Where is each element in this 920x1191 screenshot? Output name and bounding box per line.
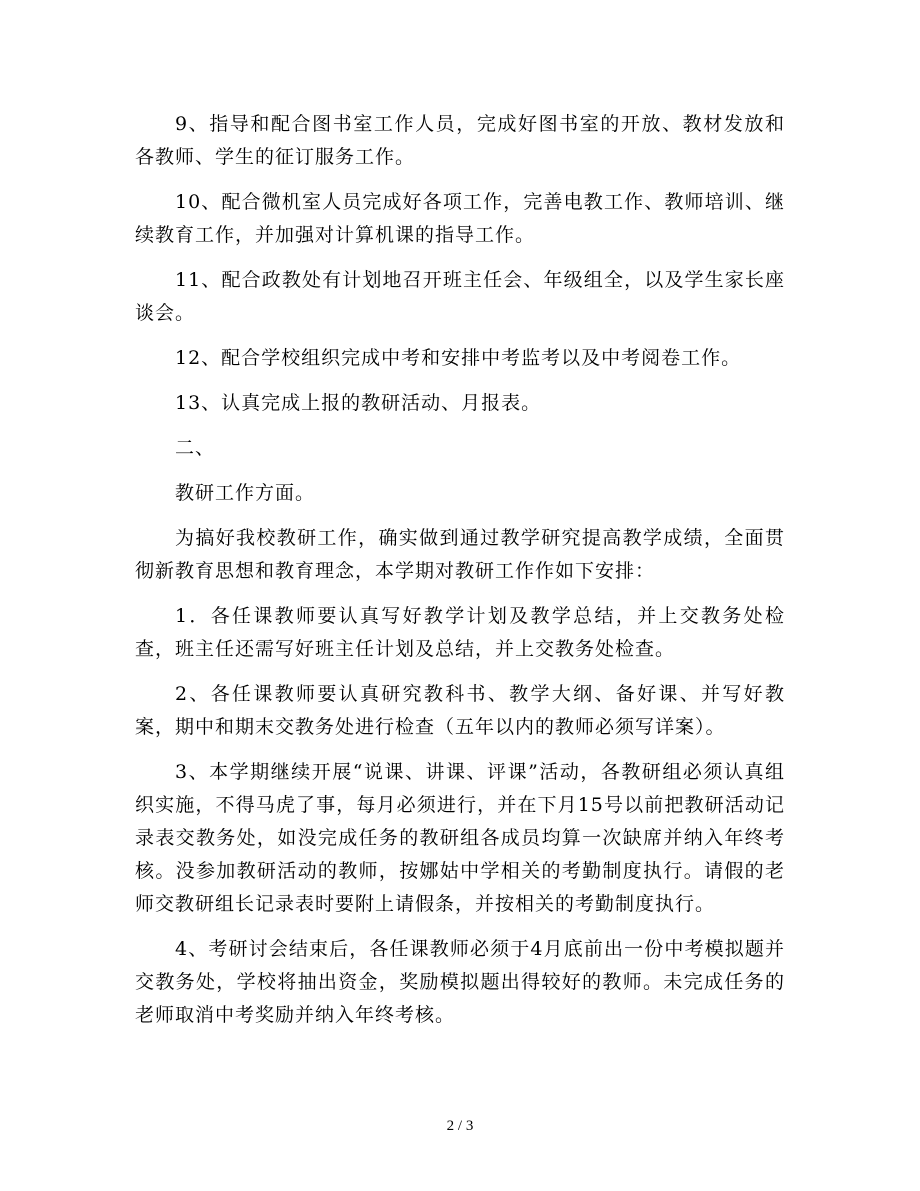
section-number: 二、 bbox=[175, 437, 216, 459]
section-intro: 为搞好我校教研工作，确实做到通过教学研究提高教学成绩，全面贯彻新教育思想和教育理念，本学期对教研工作作如下安排： bbox=[135, 527, 785, 582]
research-item-1: 1．各任课教师要认真写好教学计划及教学总结，并上交教务处检查，班主任还需写好班主任计划及总结，并上交教务处检查。 bbox=[135, 605, 785, 660]
paragraph-item-11: 11、配合政教处有计划地召开班主任会、年级组全，以及学生家长座谈会。 bbox=[135, 269, 785, 324]
paragraph-item-12: 12、配合学校组织完成中考和安排中考监考以及中考阅卷工作。 bbox=[175, 347, 742, 369]
page-number: 2 / 3 bbox=[446, 1118, 474, 1134]
research-item-3: 3、本学期继续开展“说课、讲课、评课”活动，各教研组必须认真组织实施，不得马虎了事，每月必须进行，并在下月15号以前把教研活动记录表交教务处，如没完成任务的教研组各成员均算一次缺席并纳入年终考核。没参加教研活动的教师，按娜姑中学相关的考勤制度执行。请假的老师交教研组长记录表时要附上请假条，并按相关的考勤制度执行。 bbox=[135, 761, 785, 915]
research-item-2: 2、各任课教师要认真研究教科书、教学大纲、备好课、并写好教案，期中和期末交教务处进行检查（五年以内的教师必须写详案）。 bbox=[135, 683, 785, 738]
document-body bbox=[135, 108, 785, 1044]
paragraph-item-13: 13、认真完成上报的教研活动、月报表。 bbox=[175, 392, 542, 414]
paragraph-item-10: 10、配合微机室人员完成好各项工作，完善电教工作、教师培训、继续教育工作，并加强对计算机课的指导工作。 bbox=[135, 191, 785, 246]
research-item-4: 4、考研讨会结束后，各任课教师必须于4月底前出一份中考模拟题并交教务处，学校将抽出资金，奖励模拟题出得较好的教师。未完成任务的老师取消中考奖励并纳入年终考核。 bbox=[135, 938, 785, 1026]
paragraph-item-9: 9、指导和配合图书室工作人员，完成好图书室的开放、教材发放和各教师、学生的征订服务工作。 bbox=[135, 113, 785, 168]
section-heading: 教研工作方面。 bbox=[175, 482, 316, 504]
